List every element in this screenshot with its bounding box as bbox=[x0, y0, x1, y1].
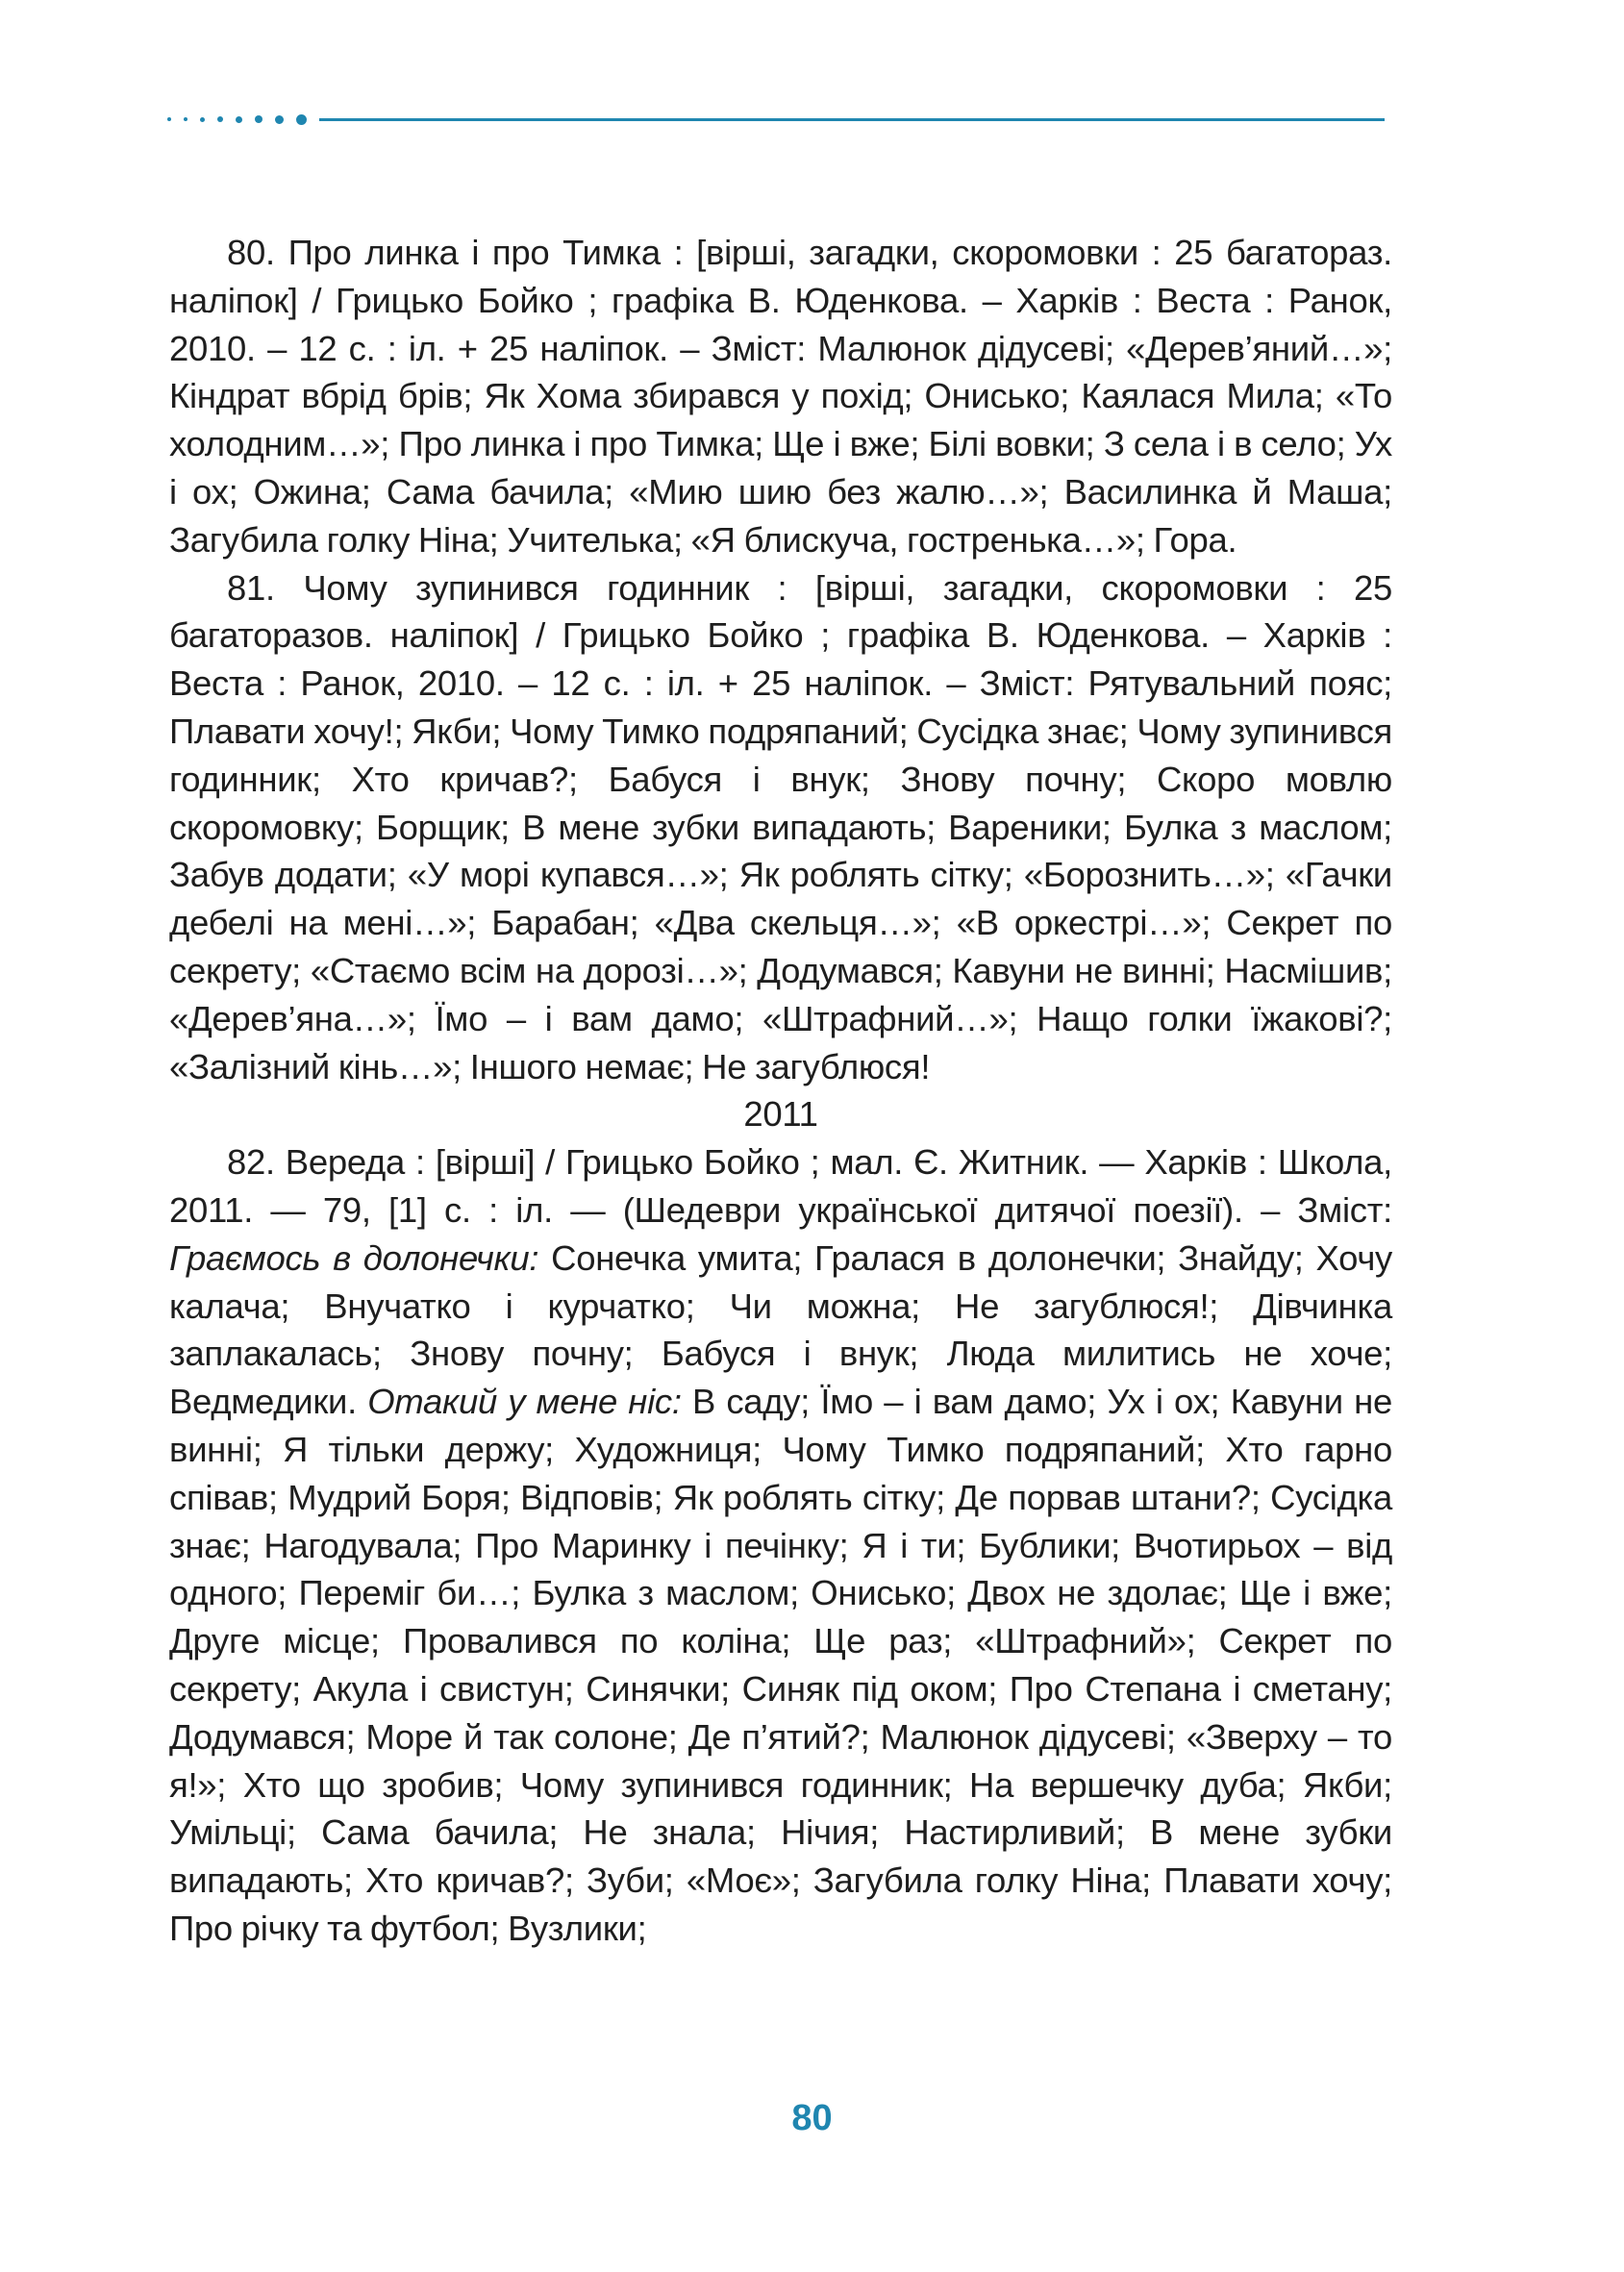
bibliography-content bbox=[169, 229, 1392, 1953]
header-dot bbox=[236, 116, 242, 123]
entry-82-section-title: Отакий у мене ніс: bbox=[367, 1382, 682, 1422]
header-line bbox=[319, 118, 1385, 121]
entry-82-section-items: В саду; Їмо – і вам дамо; Ух і ох; Кавуни не винні; Я тільки держу; Художниця; Чому Тимко подряпаний; Хто гарно співав; Мудрий Боря; Відповів; Як роблять сітку; Де порвав штани?; Сусідка знає; Нагодувала; Про Маринку і печінку; Я і ти; Бублики; Вчотирьох – від одного; Переміг би…; Булка з маслом; Онисько; Двох не здолає; Ще і вже; Друге місце; Провалився по коліна; Ще раз; «Штрафний»; Секрет по секрету; Акула і свистун; Синячки; Синяк під оком; Про Степана і сметану; Додумався; Море й так солоне; Де п’ятий?; Малюнок дідусеві; «Зверху – то я!»; Хто що зробив; Чому зупинився годинник; На вершечку дуба; Якби; Умільці; Сама бачила; Не знала; Нічия; Настирливий; В мене зубки випадають; Хто кричав?; Зуби; «Моє»; Загубила голку Ніна; Плавати хочу; Про річку та футбол; Вузлики; bbox=[169, 1382, 1392, 1948]
header-dot bbox=[255, 115, 262, 123]
entry-82-section-items: Сонечка умита; Гралася в долонечки; Знайду; Хочу калача; Внучатко і курчатко; Чи можна; Не загублюся!; Дівчинка заплакалась; Знову почну; Бабуся і внук; Люда милитись не хоче; Ведмедики. bbox=[169, 1237, 1392, 1422]
header-dot bbox=[184, 117, 187, 121]
header-dot bbox=[217, 116, 223, 122]
header-dot bbox=[200, 117, 205, 122]
entry-82-section-title: Граємось в долонечки: bbox=[169, 1237, 539, 1278]
bibliography-entry-81: 81. Чому зупинився годинник : [вірші, загадки, скоромовки : 25 багаторазов. наліпок] / Грицько Бойко ; графіка В. Юденкова. – Харків : Веста : Ранок, 2010. – 12 с. : іл. + 25 наліпок. – Зміст: Рятувальний пояс; Плавати хочу!; Якби; Чому Тимко подряпаний; Сусідка знає; Чому зупинився годинник; Хто кричав?; Бабуся і внук; Знову почну; Скоро мовлю скоромовку; Борщик; В мене зубки випадають; Вареники; Булка з маслом; Забув додати; «У морі купався…»; Як роблять сітку; «Борознить…»; «Гачки дебелі на мені…»; Барабан; «Два скельця…»; «В оркестрі…»; Секрет по секрету; «Стаємо всім на дорозі…»; Додумався; Кавуни не винні; Насмішив; «Дерев’яна…»; Їмо – і вам дамо; «Штрафний…»; Нащо голки їжакові?; «Залізний кінь…»; Іншого немає; Не загублюся! bbox=[169, 567, 1392, 1086]
header-dot bbox=[167, 117, 171, 121]
bibliography-entry-80: 80. Про линка і про Тимка : [вірші, загадки, скоромовки : 25 багатораз. наліпок] / Грицько Бойко ; графіка В. Юденкова. – Харків : Веста : Ранок, 2010. – 12 с. : іл. + 25 наліпок. – Зміст: Малюнок дідусеві; «Дерев’яний…»; Кіндрат вбрід брів; Як Хома збирався у похід; Онисько; Каялася Мила; «То холодним…»; Про линка і про Тимка; Ще і вже; Білі вовки; З села і в село; Ух і ох; Ожина; Сама бачила; «Мию шию без жалю…»; Василинка й Маша; Загубила голку Ніна; Учителька; «Я блискуча, гостренька…»; Гора. bbox=[169, 233, 1392, 560]
header-dot bbox=[296, 114, 307, 125]
entry-82-lead: 82. Вереда : [вірші] / Грицько Бойко ; мал. Є. Житник. — Харків : Школа, 2011. — 79, [1] с. : іл. — (Шедеври української дитячої поезії). – Зміст: bbox=[169, 1142, 1392, 1230]
page-number: 80 bbox=[791, 2098, 833, 2138]
bibliography-entry-82 bbox=[169, 1138, 1392, 1953]
year-heading: 2011 bbox=[743, 1094, 818, 1135]
header-dot bbox=[275, 115, 284, 124]
header-rule bbox=[165, 112, 1385, 126]
